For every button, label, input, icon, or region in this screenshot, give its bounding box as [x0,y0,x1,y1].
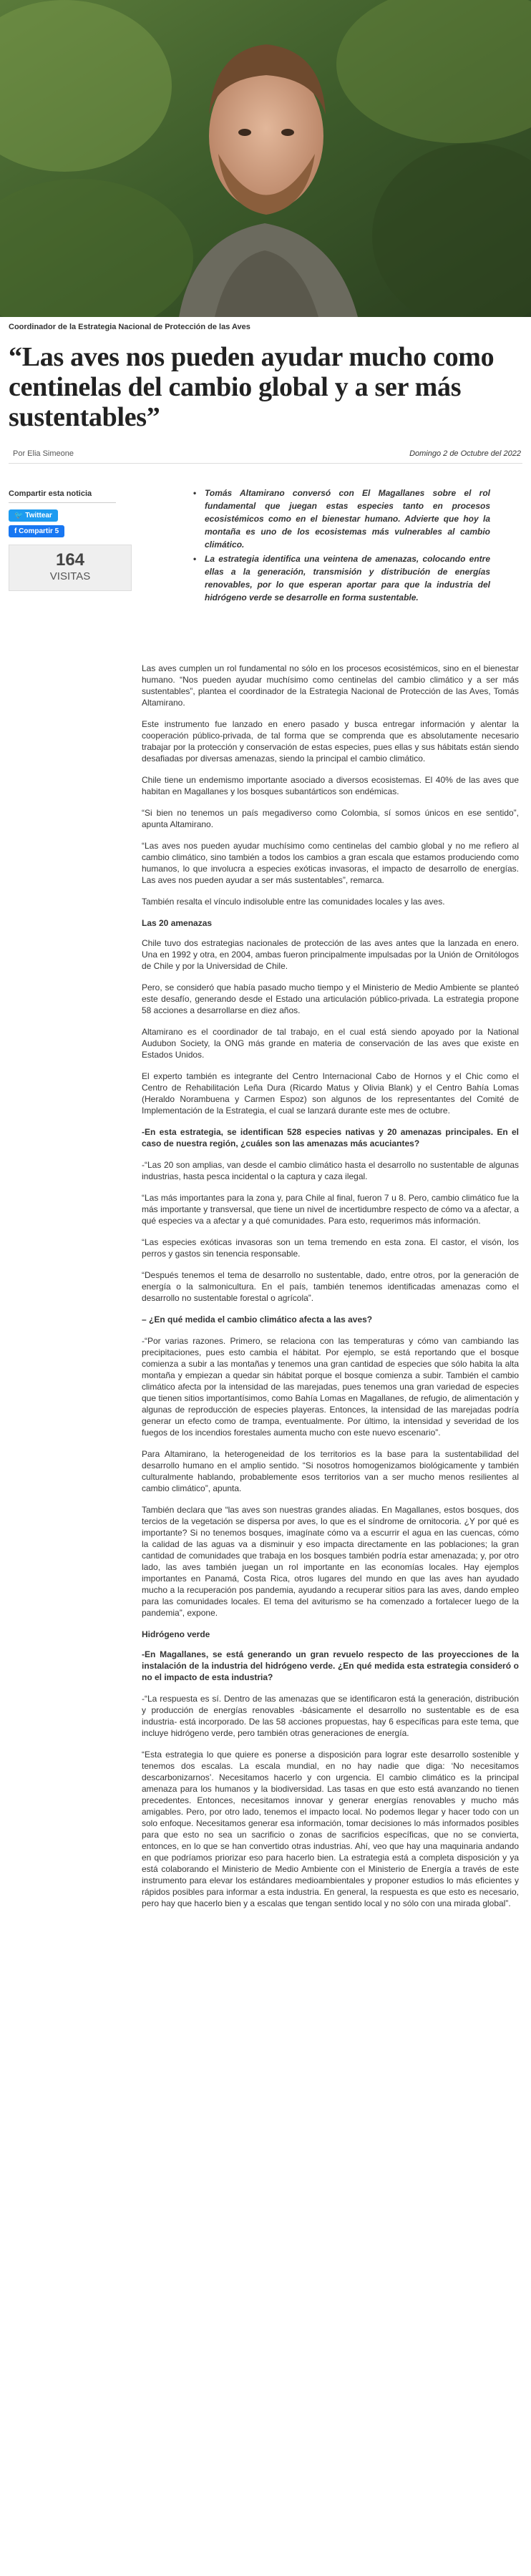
article-headline: “Las aves nos pueden ayudar mucho como centinelas del cambio global y a ser más sustentables” [9,342,495,432]
body-paragraph: El experto también es integrante del Centro Internacional Cabo de Hornos y el Chic como el Centro de Rehabilitación Leña Dura (Ricardo Matus y Olivia Blank) y el Centro Bahía Lomas (Heraldo Norambuena y Carmen Espoz) son algunos de los representantes del Comité de Implementación de la Estrategia, el cual se lanzará durante este mes de octubre. [142,1071,519,1116]
author-name[interactable]: Por Elia Simeone [13,449,74,458]
body-paragraph: “Si bien no tenemos un país megadiverso como Colombia, sí somos únicos en ese sentido”, apunta Altamirano. [142,808,519,829]
interview-question: – ¿En qué medida el cambio climático afecta a las aves? [142,1314,373,1324]
facebook-share-button[interactable]: f Compartir 5 [9,525,64,537]
publish-date: Domingo 2 de Octubre del 2022 [409,449,521,458]
visits-label: VISITAS [49,570,91,582]
body-paragraph: Para Altamirano, la heterogeneidad de los territorios es la base para la sustentabilidad del desarrollo humano en el amplio sentido. “Si nosotros homogenizamos biológicamente y también culturalmente hablando, probablemente esos territorios van a ser mucho menos resilientes al cambio climático”, apunta. [142,1449,519,1493]
interview-answer: “Esta estrategia lo que quiere es ponerse a disposición para lograr este desarrollo sostenible y tenemos dos escalas. La escala mundial, en no hay nadie que diga: ‘No necesitamos descarbonizarnos’. Necesitamos hacerlo y con urgencia. El cambio climático es la principal amenaza para los humanos y la biodiversidad. Las tasas en que esto está avanzando no tienen precedentes. Entonces, necesitamos innovar y generar energías renovables y mucho más amigables. Pero, por otro lado, tenemos el impacto local. No podemos llegar y hacer todo con un solo enfoque. Necesitamos generar esa información, tomar decisiones lo más informados posibles para que esto no sea un sacrificio o zonas de sacrificios específicas, que no se convierta, entonces, en lo que se han convertido otras industrias. Ahí, veo que hay una maquinaria andando en que podríamos priorizar eso para hacerlo bien. La estrategia está a completa disposición y ya está colaborando el Ministerio de Medio Ambiente con el Ministerio de Energía a través de este instrumento para elevar los estándares medioambientales y proponer estudios lo más eficientes y rápidos posibles para informar a esta industria. En general, la respuesta es que esto es necesario, pero hay que hacerlo bien y a escalas que tengan sentido local y no sólo con una mirada global”. [142,1750,519,1908]
body-paragraph: Chile tiene un endemismo importante asociado a diversos ecosistemas. El 40% de las aves que habitan en Magallanes y los bosques subantárticos son endémicas. [142,775,519,796]
twitter-share-button[interactable]: 🐦 Twittear [9,509,58,522]
article-body [142,663,519,1919]
summary-item: • Tomás Altamirano conversó con El Magallanes sobre el rol fundamental que juegan estas especies tanto en procesos ecosistémicos como en el bienestar humano. Advierte que hoy la montaña es uno de los ecosistemas más vulnerables al cambio climático. [193,487,490,551]
byline [9,447,522,464]
visits-count: 164 [55,550,85,570]
portrait-image [0,0,531,317]
interview-question: -En esta estrategia, se identifican 528 especies nativas y 20 amenazas principales. En el caso de nuestra región, ¿cuáles son las amenazas más acuciantes? [142,1127,519,1148]
interview-answer: -“La respuesta es sí. Dentro de las amenazas que se identificaron está la generación, distribución y producción de energías renovables -básicamente el desarrollo no sustentable es de esa industria- está incorporado. De las 58 acciones propuestas, hay 6 específicas para este tema, que incluye hidrógeno verde, pero también otras generaciones de energía. [142,1694,519,1738]
body-paragraph: También resalta el vínculo indisoluble entre las comunidades locales y las aves. [142,897,445,907]
interview-answer: -“Las 20 son amplias, van desde el cambio climático hasta el desarrollo no sustentable de algunas industrias, hasta pesca incidental o la captura y caza ilegal. [142,1160,519,1181]
summary-item: • La estrategia identifica una veintena de amenazas, colocando entre ellas a la generación, transmisión y distribución de energías renovables, por lo que esperan aportar para que la industria del hidrógeno verde se desarrolle en forma sustentable. [193,552,490,604]
visits-counter [9,545,132,591]
section-title: Hidrógeno verde [142,1629,210,1639]
body-paragraph: “Las aves nos pueden ayudar muchísimo como centinelas del cambio global y no me refiero al cambio climático, sino también a todos los cambios a gran escala que estamos produciendo como humanos, lo que involucra a especies exóticas invasoras, el impacto de desarrollo de energías. Las aves nos pueden ayudar a ser más sustentables”, remarca. [142,841,519,885]
body-paragraph: Chile tuvo dos estrategias nacionales de protección de las aves antes que la lanzada en enero. Una en 1992 y otra, en 2004, ambas fueron principalmente impulsadas por la Unión de Ornitólogos de Chile y por la Universidad de Chile. [142,938,519,971]
body-paragraph: Pero, se consideró que había pasado mucho tiempo y el Ministerio de Medio Ambiente se planteó este desafío, generando desde el Estado una articulación público-privada. La estrategia propone 58 acciones a desarrollarse en diez años. [142,982,519,1015]
body-paragraph: Las aves cumplen un rol fundamental no sólo en los procesos ecosistémicos, sino en el bienestar humano. “Nos pueden ayudar muchísimo como centinelas del cambio climático y a ser más sustentables”, plantea el coordinador de la Estrategia Nacional de Protección de las Aves, Tomás Altamirano. [142,663,519,708]
article-summary [193,487,490,605]
section-title: Las 20 amenazas [142,918,213,928]
interview-answer: “Después tenemos el tema de desarrollo no sustentable, dado, entre otros, por la generación de energía o la salmonicultura. En el país, también tenemos identificadas amenazas como el desarrollo no sustentable forestal o agrícola”. [142,1270,519,1303]
body-paragraph: Este instrumento fue lanzado en enero pasado y busca entregar información y alentar la cooperación público-privada, de tal forma que se comprenda que es absolutamente necesario trabajar por la protección y conservación de estas especies, pues ellas y sus hábitats están siendo desafiadas por diversas amenazas, siendo la principal el cambio climático. [142,719,519,763]
article-photo [0,0,531,317]
body-paragraph: Altamirano es el coordinador de tal trabajo, en el cual está siendo apoyado por la National Audubon Society, la ONG más grande en materia de conservación de las aves que existe en Estados Unidos. [142,1027,519,1060]
share-sidebar [9,489,132,591]
share-title: Compartir esta noticia [9,489,116,503]
photo-caption: Coordinador de la Estrategia Nacional de Protección de las Aves [9,323,250,331]
interview-answer: -“Por varias razones. Primero, se relaciona con las temperaturas y cómo van cambiando las precipitaciones, pues esto cambia el hábitat. Por ejemplo, se está reportando que el bosque comienza a subir a las montañas y tenemos una gran cantidad de especies que sólo habita la alta montaña y empiezan a quedar sin hábitat porque el bosque comienza a subir. También el cambio climático afecta por la intensidad de las marejadas, pues tenemos una gran variedad de especies que tienen sitios importantísimos, como Bahía Lomas en Magallanes, de refugio, de alimentación y algunas de reproducción de especies playeras. Entonces, la intensidad de las marejadas podría generar un efecto como de trampa, eventualmente. Por último, la intensidad y severidad de los fuegos de los incendios forestales aumenta mucho con este nuevo escenario”. [142,1336,519,1438]
body-paragraph: También declara que “las aves son nuestras grandes aliadas. En Magallanes, estos bosques, dos tercios de la vegetación se dispersa por aves, lo que es el síndrome de ornitocoria. ¿Y por qué es importante? Si no tenemos bosques, imagínate cómo va a escurrir el agua en las cuencas, cómo la calidad de las aguas va a disminuir y eso impacta directamente en las poblaciones; la gran cantidad de comunidades que trabaja en los bosques también podría estar amenazada; y, por otro lado, las aves también juegan un rol importante en las economías locales. Hay ejemplos importantes en Panamá, Costa Rica, otros lugares del mundo en que las aves han ayudado mucho a la recuperación pos pandemia, ayudando a recuperar sitios para las aves, dando empleo para las comunidades locales. El tema del aviturismo se ha comenzado a fortalecer luego de la pandemia”, expone. [142,1505,519,1618]
interview-question: -En Magallanes, se está generando un gran revuelo respecto de las proyecciones de la instalación de la industria del hidrógeno verde. ¿En qué medida esta estrategia consideró o no el impacto de esta industria? [142,1649,519,1682]
interview-answer: “Las más importantes para la zona y, para Chile al final, fueron 7 u 8. Pero, cambio climático fue la más importante y transversal, que tiene un nivel de incertidumbre respecto de cómo va a afectar, a qué especies va a afectar y a qué comunidades. Para esto, requerimos más información. [142,1193,519,1226]
interview-answer: “Las especies exóticas invasoras son un tema tremendo en esta zona. El castor, el visón, los perros y gastos sin tenencia responsable. [142,1237,519,1259]
